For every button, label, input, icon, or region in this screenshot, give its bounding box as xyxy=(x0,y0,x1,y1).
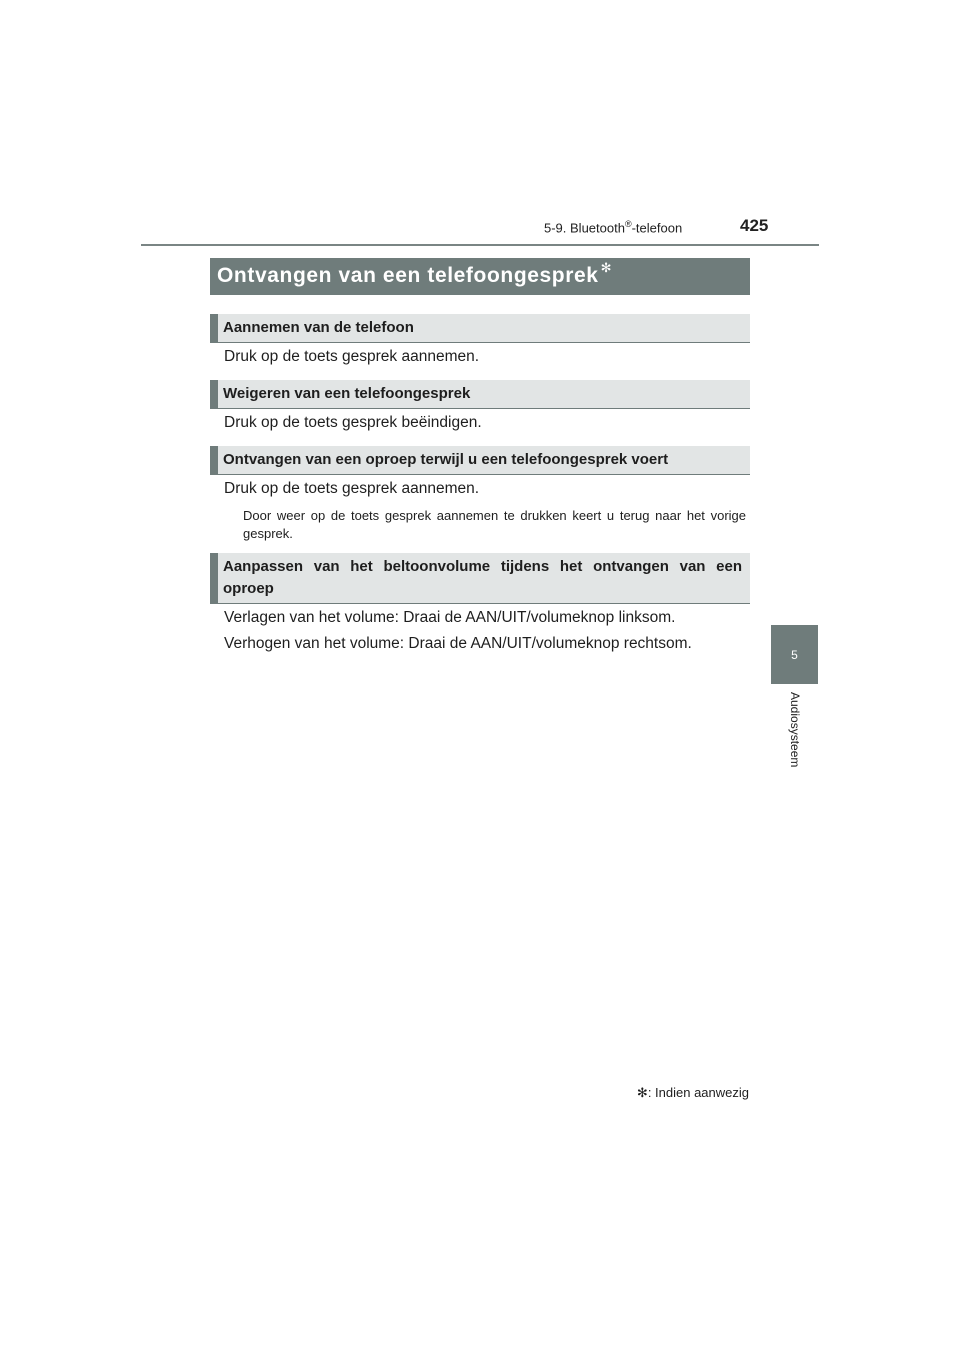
asterisk-icon: ✻ xyxy=(636,1085,648,1100)
subheading-ringtone-volume: Aanpassen van het beltoonvolume tijdens het ontvangen van een oproep xyxy=(210,553,750,604)
body-text-volume-up: Verhogen van het volume: Draai de AAN/UIT/volumeknop rechtsom. xyxy=(224,635,692,652)
subheading-answer-call: Aannemen van de telefoon xyxy=(210,314,750,343)
section-prefix: 5-9. Bluetooth xyxy=(544,220,625,236)
body-text-volume-down: Verlagen van het volume: Draai de AAN/UIT/volumeknop linksom. xyxy=(224,609,676,626)
body-text-answer-call: Druk op de toets gesprek aannemen. xyxy=(224,348,480,365)
registered-mark: ® xyxy=(624,219,632,229)
page-title-text: Ontvangen van een telefoongesprek xyxy=(217,264,599,287)
asterisk-icon: ✻ xyxy=(600,260,613,275)
body-text-reject-call: Druk op de toets gesprek beëindigen. xyxy=(224,414,482,431)
section-suffix: -telefoon xyxy=(631,220,683,236)
chapter-tab: 5 xyxy=(771,625,818,684)
footnote xyxy=(637,1085,749,1101)
chapter-label: Audiosysteem xyxy=(788,692,802,768)
header-divider xyxy=(141,244,819,246)
note-call-waiting: Door weer op de toets gesprek aannemen te drukken keert u terug naar het vorige gesprek. xyxy=(243,508,746,541)
section-header xyxy=(544,219,682,235)
subheading-reject-call: Weigeren van een telefoongesprek xyxy=(210,380,750,409)
page-number: 425 xyxy=(740,216,769,235)
body-text-call-waiting: Druk op de toets gesprek aannemen. xyxy=(224,480,480,497)
page-title xyxy=(210,258,750,295)
footnote-text: : Indien aanwezig xyxy=(647,1085,749,1100)
subheading-call-waiting: Ontvangen van een oproep terwijl u een telefoongesprek voert xyxy=(210,446,750,475)
